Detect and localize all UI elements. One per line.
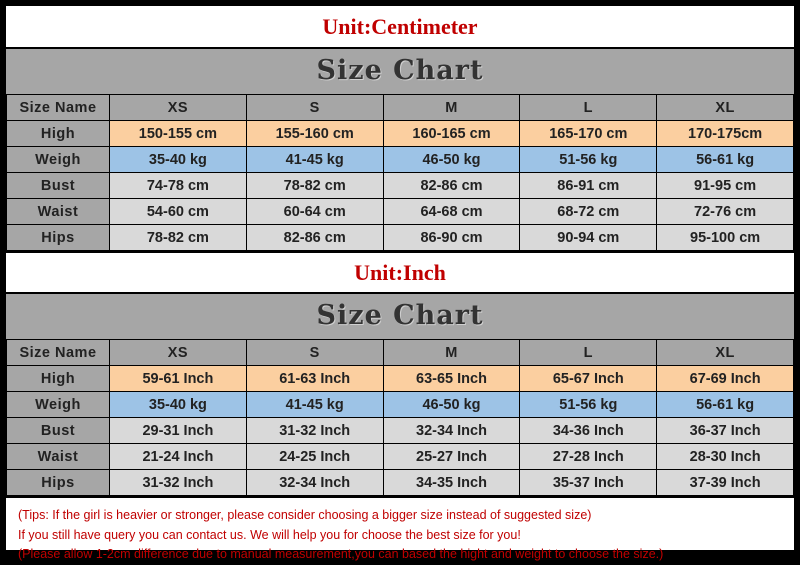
table-row <box>7 121 794 147</box>
table-cell: 27-28 Inch <box>520 444 657 470</box>
size-table-inch <box>6 339 794 496</box>
table-cell: 28-30 Inch <box>657 444 794 470</box>
table-row <box>7 470 794 496</box>
column-header-size-name: Size Name <box>7 340 110 366</box>
table-row <box>7 392 794 418</box>
table-cell: 91-95 cm <box>657 173 794 199</box>
size-table-centimeter <box>6 94 794 251</box>
table-cell: 150-155 cm <box>110 121 247 147</box>
table-cell: 35-40 kg <box>110 392 247 418</box>
table-row <box>7 444 794 470</box>
table-cell: 95-100 cm <box>657 225 794 251</box>
table-cell: 51-56 kg <box>520 147 657 173</box>
row-label-high: High <box>7 366 110 392</box>
table-row <box>7 147 794 173</box>
column-header-s: S <box>246 340 383 366</box>
table-cell: 37-39 Inch <box>657 470 794 496</box>
table-cell: 36-37 Inch <box>657 418 794 444</box>
table-cell: 82-86 cm <box>246 225 383 251</box>
table-cell: 46-50 kg <box>383 392 520 418</box>
table-cell: 82-86 cm <box>383 173 520 199</box>
size-chart-document <box>6 6 794 561</box>
table-row <box>7 199 794 225</box>
column-header-s: S <box>246 95 383 121</box>
row-label-bust: Bust <box>7 418 110 444</box>
table-cell: 34-36 Inch <box>520 418 657 444</box>
table-cell: 21-24 Inch <box>110 444 247 470</box>
size-chart-centimeter-block <box>6 47 794 253</box>
table-cell: 46-50 kg <box>383 147 520 173</box>
table-cell: 61-63 Inch <box>246 366 383 392</box>
table-cell: 86-91 cm <box>520 173 657 199</box>
table-header-row <box>7 95 794 121</box>
table-cell: 35-37 Inch <box>520 470 657 496</box>
table-cell: 64-68 cm <box>383 199 520 225</box>
table-cell: 29-31 Inch <box>110 418 247 444</box>
unit-centimeter-title: Unit:Centimeter <box>322 14 478 39</box>
column-header-m: M <box>383 95 520 121</box>
table-cell: 32-34 Inch <box>246 470 383 496</box>
table-cell: 78-82 cm <box>110 225 247 251</box>
table-cell: 41-45 kg <box>246 147 383 173</box>
table-header-row <box>7 340 794 366</box>
size-chart-heading-inch: Size Chart <box>316 300 484 331</box>
table-row <box>7 418 794 444</box>
row-label-hips: Hips <box>7 225 110 251</box>
table-cell: 54-60 cm <box>110 199 247 225</box>
table-cell: 165-170 cm <box>520 121 657 147</box>
table-cell: 35-40 kg <box>110 147 247 173</box>
note-line-tolerance: (Please allow 1-2cm difference due to manual measurement,you can based the hight and weight to choose the size.) <box>18 547 664 561</box>
table-cell: 60-64 cm <box>246 199 383 225</box>
size-chart-inch-block <box>6 292 794 498</box>
table-cell: 170-175cm <box>657 121 794 147</box>
table-row <box>7 225 794 251</box>
table-cell: 25-27 Inch <box>383 444 520 470</box>
row-label-hips: Hips <box>7 470 110 496</box>
table-cell: 34-35 Inch <box>383 470 520 496</box>
table-cell: 67-69 Inch <box>657 366 794 392</box>
note-line-tips: (Tips: If the girl is heavier or stronger, please consider choosing a bigger size instead of suggested size) <box>18 508 592 522</box>
column-header-xs: XS <box>110 95 247 121</box>
column-header-xl: XL <box>657 95 794 121</box>
row-label-bust: Bust <box>7 173 110 199</box>
table-cell: 31-32 Inch <box>110 470 247 496</box>
table-cell: 63-65 Inch <box>383 366 520 392</box>
table-cell: 155-160 cm <box>246 121 383 147</box>
table-cell: 31-32 Inch <box>246 418 383 444</box>
table-cell: 56-61 kg <box>657 392 794 418</box>
note-line-contact: If you still have query you can contact us. We will help you for choose the best size for you! <box>18 527 521 542</box>
table-cell: 41-45 kg <box>246 392 383 418</box>
table-cell: 86-90 cm <box>383 225 520 251</box>
size-chart-heading-cm: Size Chart <box>316 55 484 86</box>
column-header-m: M <box>383 340 520 366</box>
row-label-weigh: Weigh <box>7 147 110 173</box>
column-header-xl: XL <box>657 340 794 366</box>
table-cell: 56-61 kg <box>657 147 794 173</box>
table-cell: 24-25 Inch <box>246 444 383 470</box>
table-cell: 72-76 cm <box>657 199 794 225</box>
table-cell: 32-34 Inch <box>383 418 520 444</box>
table-row <box>7 366 794 392</box>
row-label-waist: Waist <box>7 444 110 470</box>
notes-block <box>6 498 794 565</box>
column-header-size-name: Size Name <box>7 95 110 121</box>
row-label-waist: Waist <box>7 199 110 225</box>
table-cell: 68-72 cm <box>520 199 657 225</box>
table-cell: 160-165 cm <box>383 121 520 147</box>
row-label-high: High <box>7 121 110 147</box>
table-cell: 65-67 Inch <box>520 366 657 392</box>
table-cell: 51-56 kg <box>520 392 657 418</box>
column-header-l: L <box>520 340 657 366</box>
column-header-l: L <box>520 95 657 121</box>
table-cell: 74-78 cm <box>110 173 247 199</box>
table-cell: 78-82 cm <box>246 173 383 199</box>
row-label-weigh: Weigh <box>7 392 110 418</box>
table-row <box>7 173 794 199</box>
table-cell: 59-61 Inch <box>110 366 247 392</box>
column-header-xs: XS <box>110 340 247 366</box>
table-cell: 90-94 cm <box>520 225 657 251</box>
unit-inch-title: Unit:Inch <box>354 260 446 285</box>
